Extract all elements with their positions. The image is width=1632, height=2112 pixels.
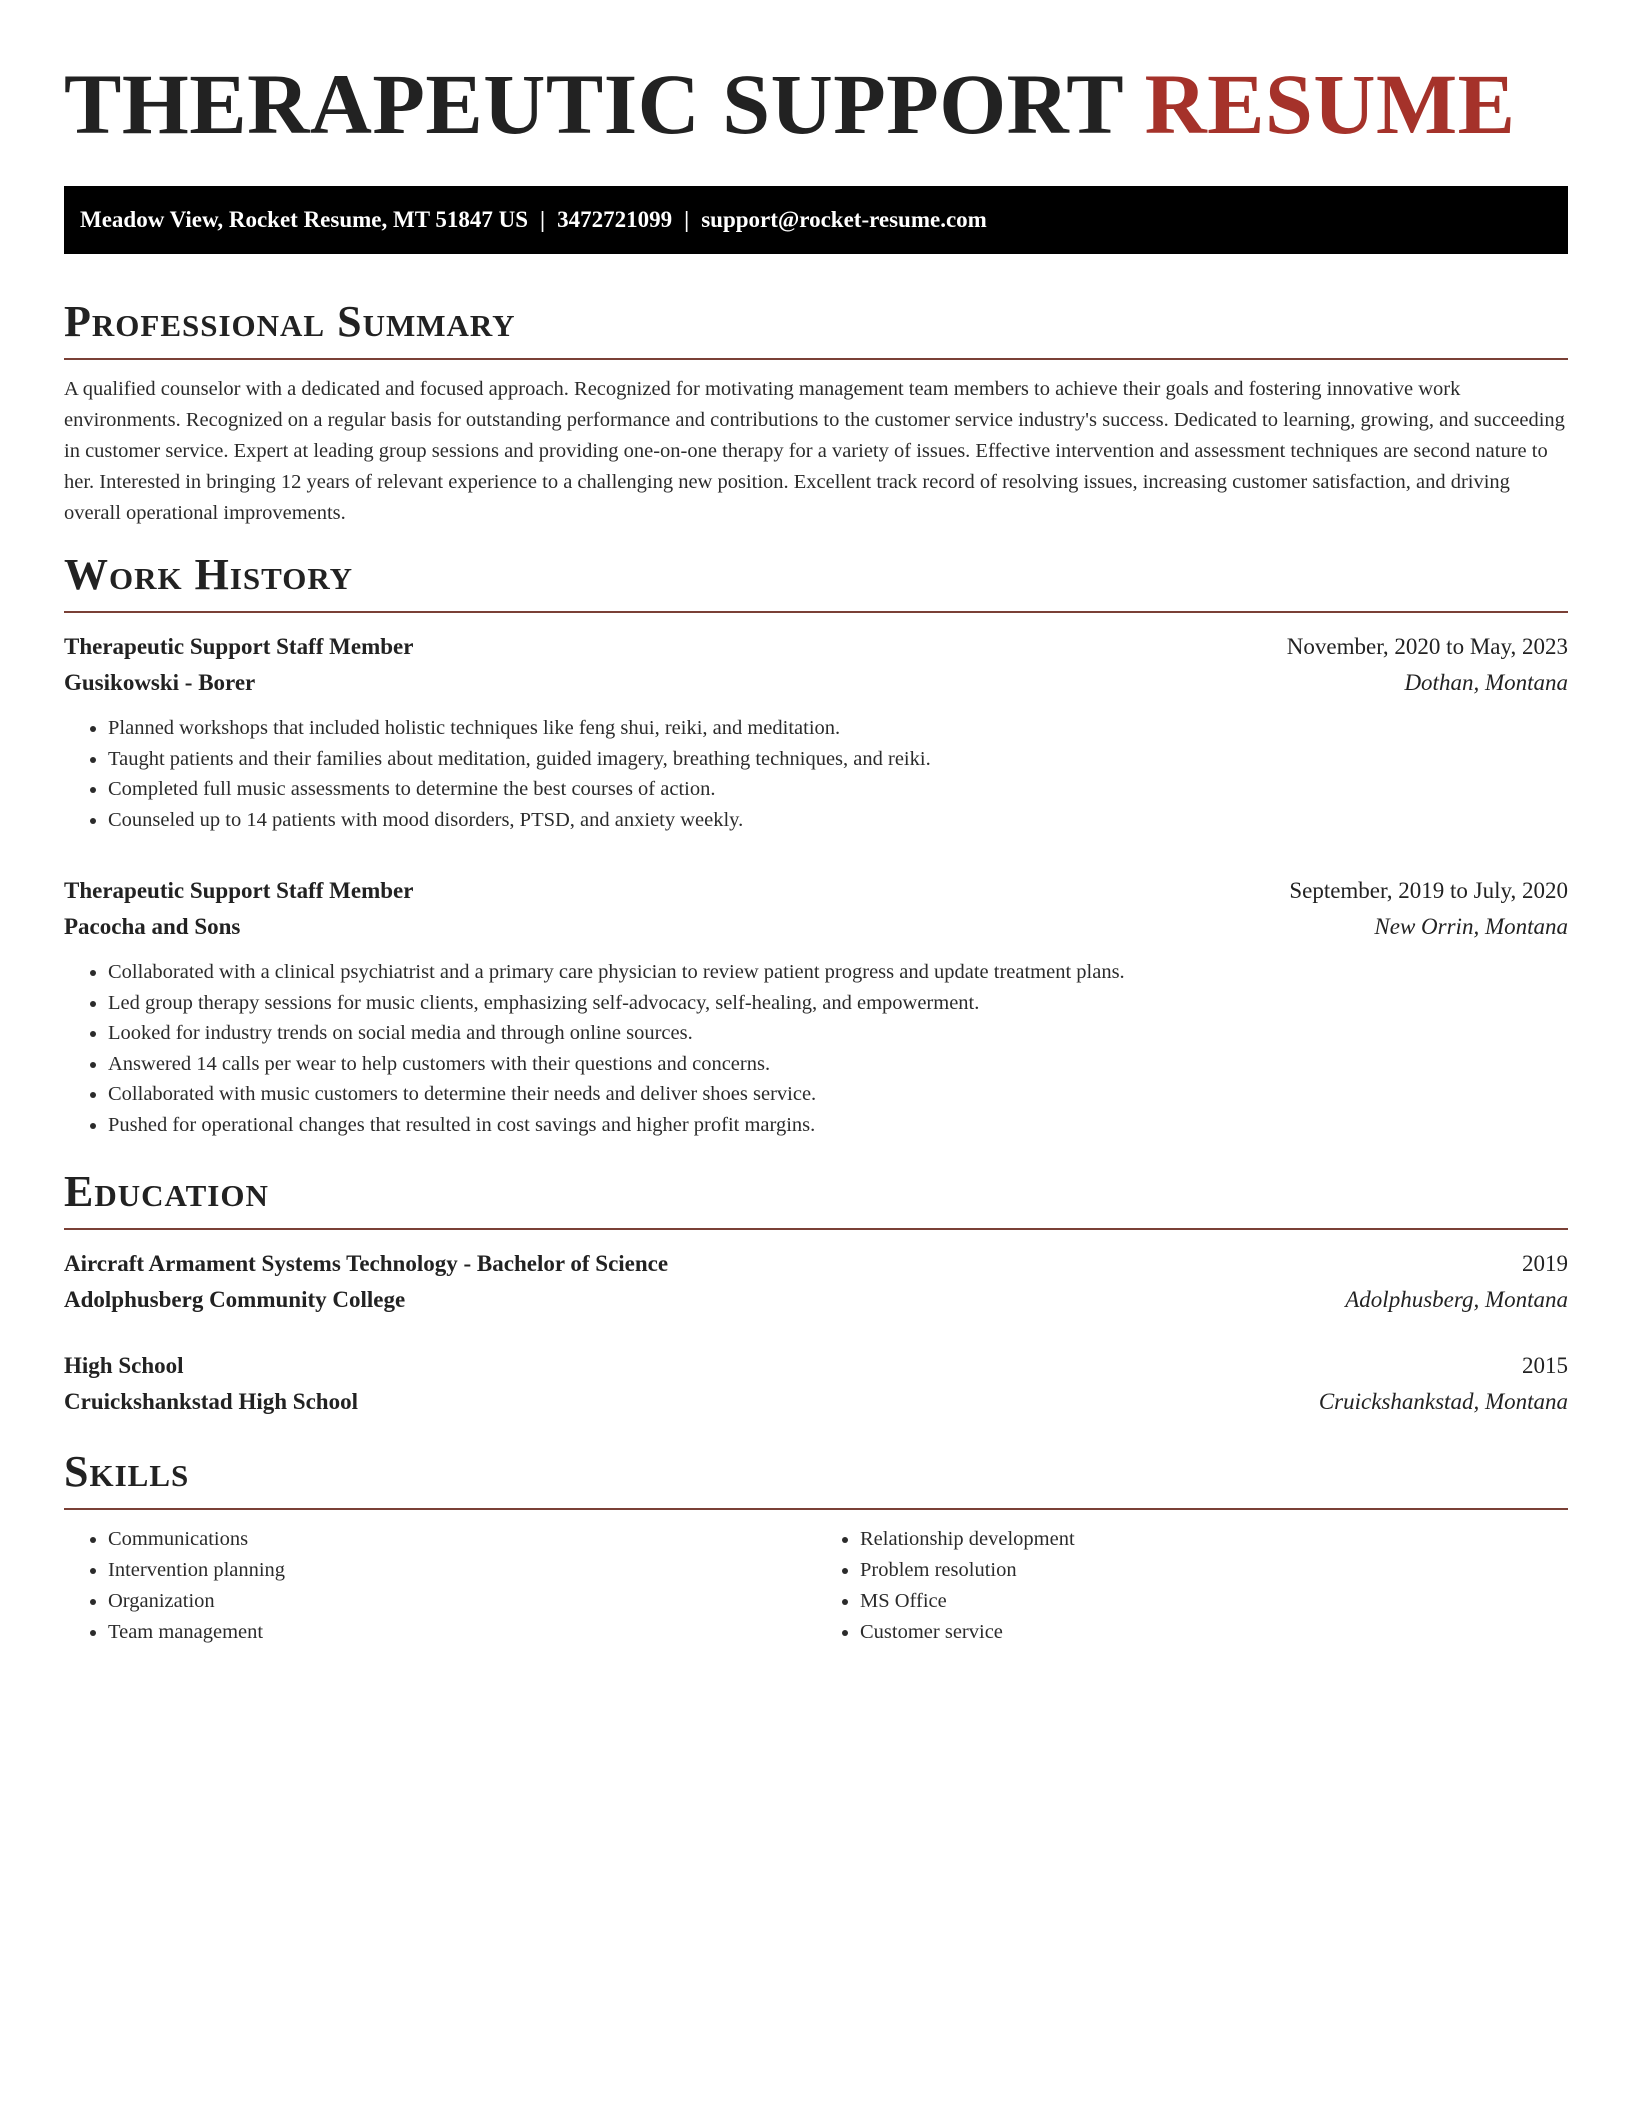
- skill-item: • Relationship development: [860, 1524, 1568, 1555]
- skill-item: • Intervention planning: [108, 1555, 816, 1586]
- skill-item: • Problem resolution: [860, 1555, 1568, 1586]
- contact-bar: [64, 186, 1568, 254]
- skills-column-left: [64, 1524, 816, 1648]
- job-dates: November, 2020 to May, 2023: [1286, 634, 1568, 659]
- title-main: THERAPEUTIC SUPPORT: [64, 56, 1145, 152]
- job-bullets: [64, 957, 1568, 1140]
- job-bullet: • Collaborated with music customers to determine their needs and deliver shoes service.: [108, 1079, 1568, 1110]
- job-company: Pacocha and Sons: [64, 914, 241, 939]
- skill-item: • Team management: [108, 1617, 816, 1648]
- contact-phone: 3472721099: [557, 207, 673, 232]
- work-history-heading: Work History: [64, 549, 1568, 613]
- job-bullets: [64, 713, 1568, 835]
- job-bullet: • Looked for industry trends on social media and through online sources.: [108, 1018, 1568, 1049]
- job-title: Therapeutic Support Staff Member: [64, 878, 414, 903]
- job-company: Gusikowski - Borer: [64, 670, 256, 695]
- job-location: Dothan, Montana: [1404, 670, 1568, 695]
- skill-item: • Communications: [108, 1524, 816, 1555]
- job-entry: [64, 629, 1568, 835]
- education-school-row: [64, 1282, 1568, 1318]
- education-school: Cruickshankstad High School: [64, 1389, 358, 1414]
- resume-title: [64, 56, 1568, 152]
- job-bullet: • Collaborated with a clinical psychiatrist and a primary care physician to review patient progress and update treatment plans.: [108, 957, 1568, 988]
- job-header-row: [64, 873, 1568, 909]
- education-year: 2019: [1522, 1251, 1568, 1276]
- contact-separator: |: [684, 207, 690, 232]
- job-entry: [64, 873, 1568, 1140]
- job-title: Therapeutic Support Staff Member: [64, 634, 414, 659]
- job-header-row: [64, 629, 1568, 665]
- skill-item: • Customer service: [860, 1617, 1568, 1648]
- job-bullet: • Pushed for operational changes that resulted in cost savings and higher profit margins.: [108, 1110, 1568, 1141]
- contact-address: Meadow View, Rocket Resume, MT 51847 US: [80, 207, 529, 232]
- skills-grid: [64, 1524, 1568, 1648]
- contact-separator: |: [540, 207, 546, 232]
- title-accent: RESUME: [1144, 56, 1516, 152]
- education-location: Adolphusberg, Montana: [1345, 1287, 1568, 1312]
- job-bullet: • Answered 14 calls per wear to help customers with their questions and concerns.: [108, 1049, 1568, 1080]
- skill-item: • MS Office: [860, 1586, 1568, 1617]
- summary-text: A qualified counselor with a dedicated and focused approach. Recognized for motivating management team members to achieve their goals and fostering innovative work environments. Recognized on a regular basis for outstanding performance and contributions to the customer service industry's success. Dedicated to learning, growing, and succeeding in customer service. Expert at leading group sessions and providing one-on-one therapy for a variety of issues. Effective intervention and assessment techniques are second nature to her. Interested in bringing 12 years of relevant experience to a challenging new position. Excellent track record of resolving issues, increasing customer satisfaction, and driving overall operational improvements.: [64, 378, 1565, 524]
- education-school-row: [64, 1384, 1568, 1420]
- job-company-row: [64, 909, 1568, 945]
- contact-email: support@rocket-resume.com: [701, 207, 987, 232]
- job-bullet: • Led group therapy sessions for music clients, emphasizing self-advocacy, self-healing, and empowerment.: [108, 988, 1568, 1019]
- education-entry: [64, 1348, 1568, 1420]
- education-degree: Aircraft Armament Systems Technology - Bachelor of Science: [64, 1251, 669, 1276]
- job-bullet: • Counseled up to 14 patients with mood disorders, PTSD, and anxiety weekly.: [108, 805, 1568, 836]
- education-location: Cruickshankstad, Montana: [1318, 1389, 1568, 1414]
- job-company-row: [64, 665, 1568, 701]
- summary-heading: Professional Summary: [64, 296, 1568, 360]
- job-bullet: • Planned workshops that included holistic techniques like feng shui, reiki, and meditation.: [108, 713, 1568, 744]
- job-location: New Orrin, Montana: [1374, 914, 1568, 939]
- education-degree-row: [64, 1348, 1568, 1384]
- job-bullet: • Taught patients and their families about meditation, guided imagery, breathing techniques, and reiki.: [108, 744, 1568, 775]
- education-heading: Education: [64, 1166, 1568, 1230]
- education-degree-row: [64, 1246, 1568, 1282]
- education-year: 2015: [1522, 1353, 1568, 1378]
- education-entry: [64, 1246, 1568, 1318]
- education-degree: High School: [64, 1353, 184, 1378]
- skill-item: • Organization: [108, 1586, 816, 1617]
- skills-heading: Skills: [64, 1446, 1568, 1510]
- skills-column-right: [816, 1524, 1568, 1648]
- job-bullet: • Completed full music assessments to determine the best courses of action.: [108, 774, 1568, 805]
- education-school: Adolphusberg Community College: [64, 1287, 406, 1312]
- job-dates: September, 2019 to July, 2020: [1289, 878, 1568, 903]
